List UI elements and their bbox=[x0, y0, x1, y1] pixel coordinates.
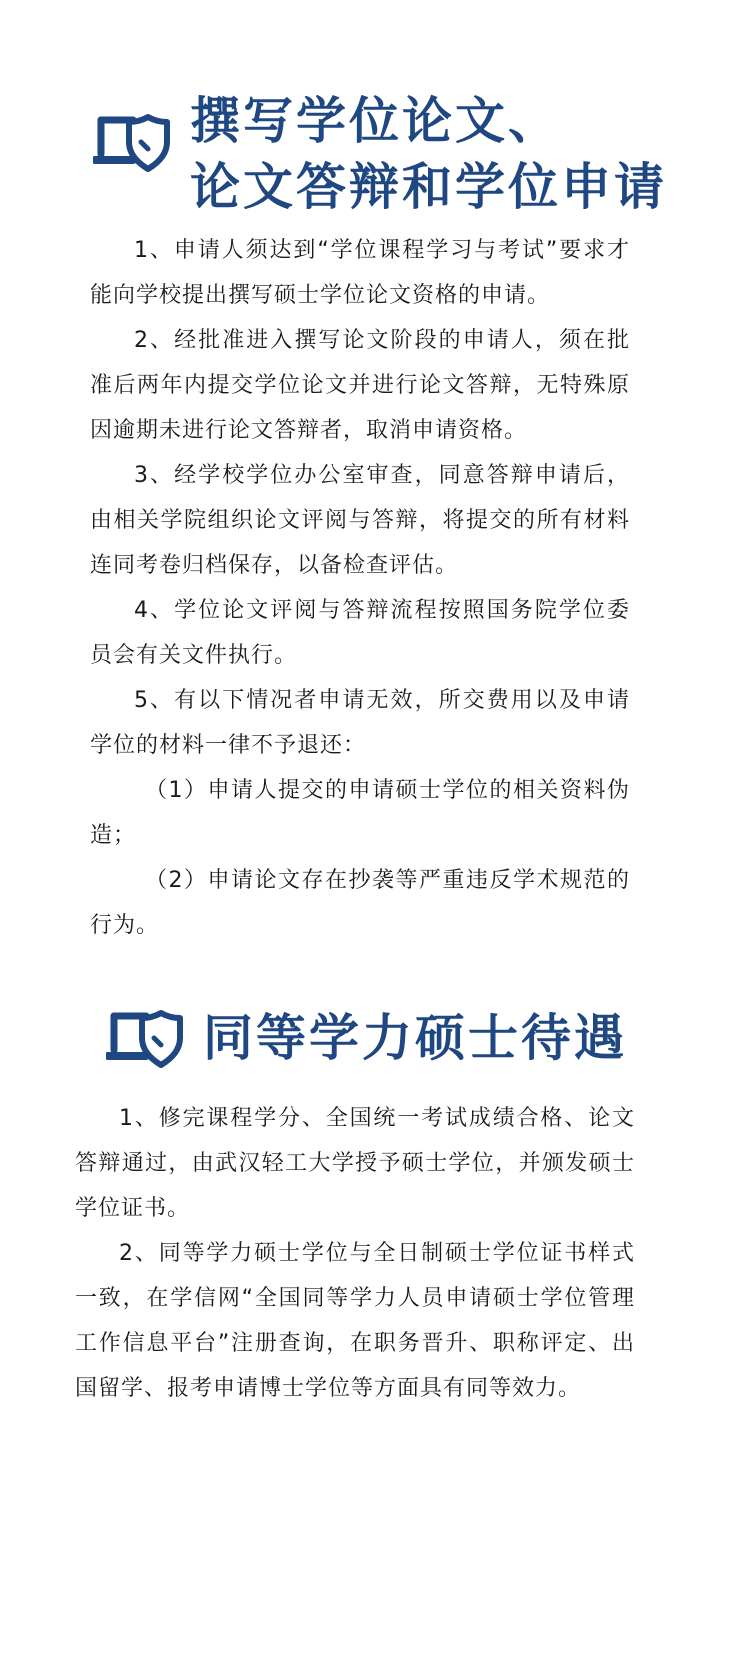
section-title-line-1: 同等学力硕士待遇 bbox=[203, 1009, 627, 1067]
paragraph: 1、申请人须达到“学位课程学习与考试”要求才能向学校提出撰写硕士学位论文资格的申请。 bbox=[90, 238, 630, 308]
paragraph: 4、学位论文评阅与答辩流程按照国务院学位委员会有关文件执行。 bbox=[90, 598, 630, 668]
laptop-shield-icon bbox=[106, 1008, 186, 1070]
laptop-shield-icon bbox=[93, 112, 173, 174]
section-body-equivalent bbox=[75, 1096, 635, 1411]
paragraph: （2）申请论文存在抄袭等严重违反学术规范的行为。 bbox=[90, 868, 630, 938]
section-title-line-2: 论文答辩和学位申请 bbox=[190, 158, 667, 216]
paragraph: 3、经学校学位办公室审查，同意答辩申请后，由相关学院组织论文评阅与答辩，将提交的所有材料连同考卷归档保存，以备检查评估。 bbox=[90, 463, 630, 578]
paragraph: （1）申请人提交的申请硕士学位的相关资料伪造； bbox=[90, 778, 630, 848]
section-title-line-1: 撰写学位论文、 bbox=[190, 92, 561, 150]
section-title-thesis bbox=[190, 88, 667, 220]
paragraph: 1、修完课程学分、全国统一考试成绩合格、论文答辩通过，由武汉轻工大学授予硕士学位，并颁发硕士学位证书。 bbox=[75, 1106, 635, 1221]
paragraph: 2、经批准进入撰写论文阶段的申请人，须在批准后两年内提交学位论文并进行论文答辩，无特殊原因逾期未进行论文答辩者，取消申请资格。 bbox=[90, 328, 630, 443]
section-body-thesis bbox=[90, 228, 630, 948]
section-title-equivalent bbox=[203, 1005, 627, 1071]
paragraph: 5、有以下情况者申请无效，所交费用以及申请学位的材料一律不予退还： bbox=[90, 688, 630, 758]
paragraph: 2、同等学力硕士学位与全日制硕士学位证书样式一致，在学信网“全国同等学力人员申请硕士学位管理工作信息平台”注册查询，在职务晋升、职称评定、出国留学、报考申请博士学位等方面具有同等效力。 bbox=[75, 1241, 635, 1401]
